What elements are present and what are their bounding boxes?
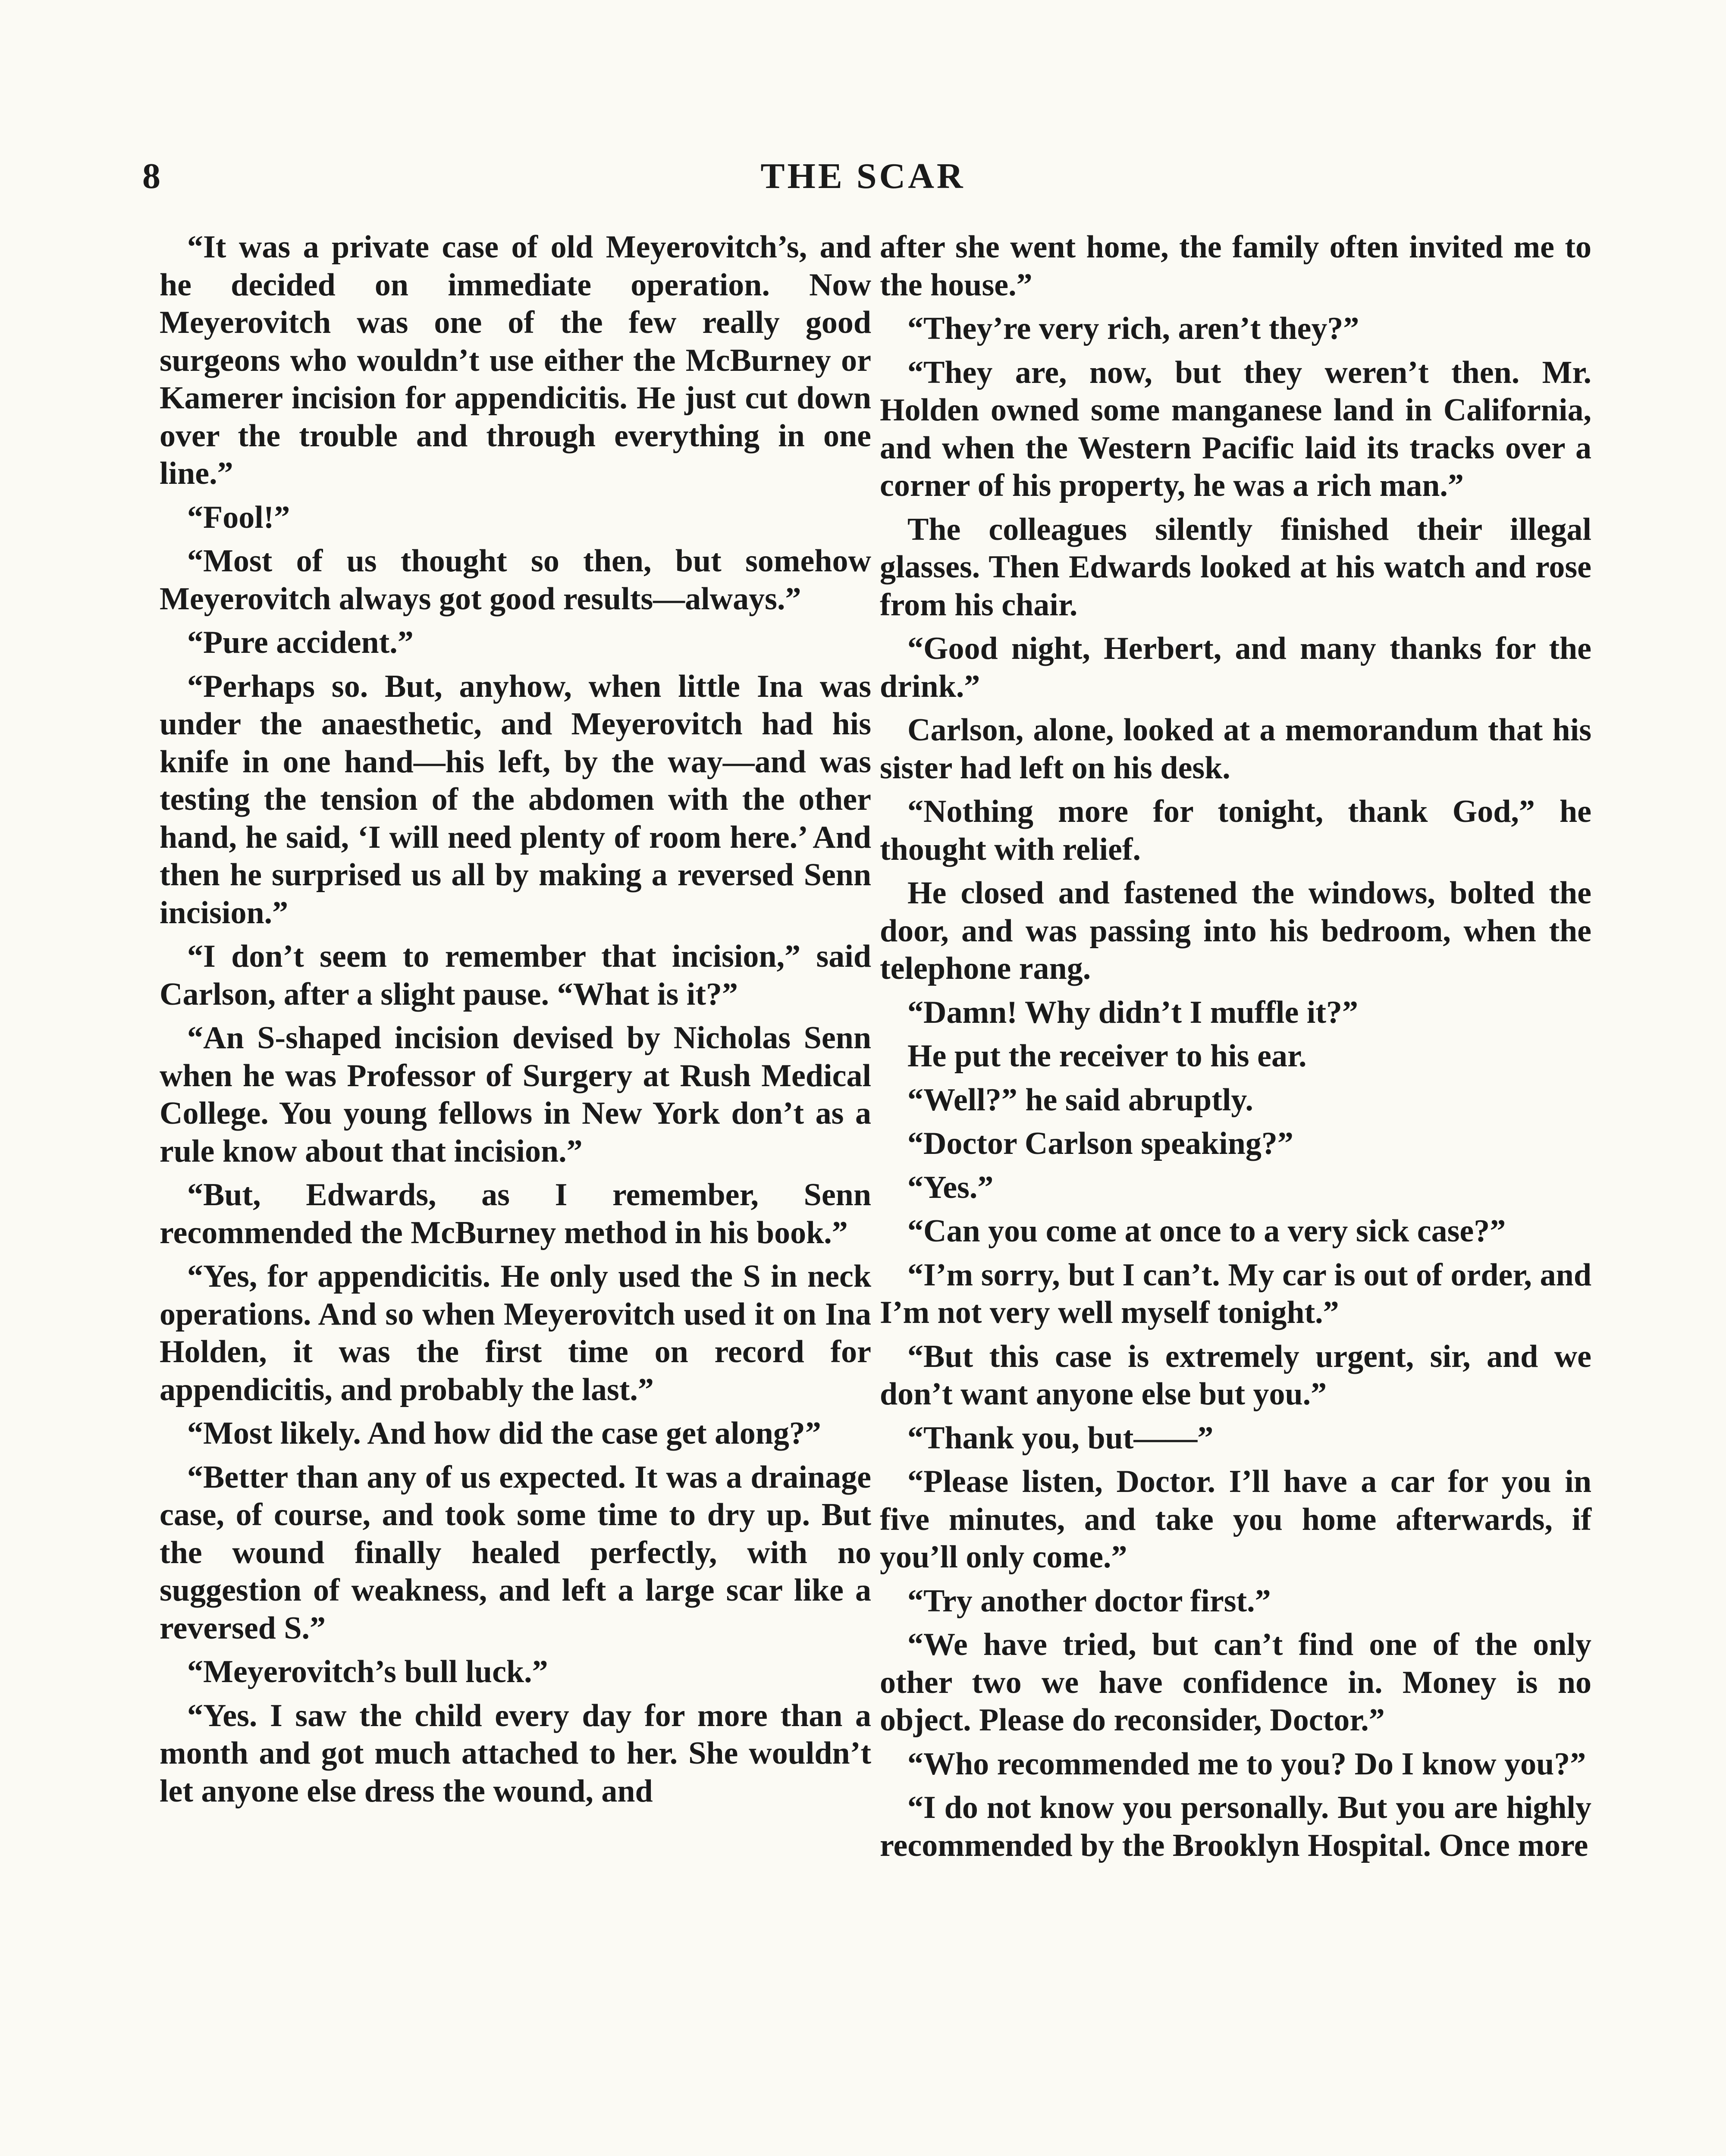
paragraph: “I do not know you personally. But you are highly recommended by the Brooklyn Hospital. Once more [880, 1790, 1591, 1863]
paragraph: “Pure accident.” [187, 625, 414, 660]
paragraph: “Meyerovitch’s bull luck.” [187, 1654, 548, 1689]
paragraph: “Who recommended me to you? Do I know you?” [907, 1746, 1586, 1782]
paragraph: “Yes.” [907, 1169, 994, 1205]
paragraph: “Better than any of us expected. It was a drainage case, of course, and took some time to dry up. But the wound finally healed perfectly, with no suggestion of weakness, and left a large scar like a reversed S.” [160, 1459, 871, 1646]
paragraph: “Well?” he said abruptly. [907, 1082, 1253, 1118]
left-column [160, 229, 871, 1816]
paragraph: “But, Edwards, as I remember, Senn recommended the McBurney method in his book.” [160, 1177, 871, 1250]
paragraph: He put the receiver to his ear. [907, 1038, 1307, 1074]
paragraph: “Good night, Herbert, and many thanks for the drink.” [880, 631, 1591, 704]
paragraph: “They’re very rich, aren’t they?” [907, 311, 1359, 346]
right-column [880, 229, 1591, 1871]
paragraph: “We have tried, but can’t find one of the only other two we have confidence in. Money is no object. Please do reconsider, Doctor.” [880, 1627, 1591, 1738]
paragraph: “Can you come at once to a very sick case?” [907, 1213, 1506, 1249]
paragraph: “Try another doctor first.” [907, 1583, 1271, 1619]
paragraph: “It was a private case of old Meyerovitch’s, and he decided on immediate operation. Now Meyerovitch was one of the few really good surgeons who wouldn’t use either the McBurney or Kamerer incision for appendicitis. He just cut down over the trouble and through everything in one line.” [160, 229, 871, 491]
paragraph: The colleagues silently finished their illegal glasses. Then Edwards looked at his watch and rose from his chair. [880, 511, 1591, 623]
paragraph: “Yes. I saw the child every day for more than a month and got much attached to her. She wouldn’t let anyone else dress the wound, and [160, 1698, 871, 1809]
paragraph: “They are, now, but they weren’t then. Mr. Holden owned some manganese land in California, and when the Western Pacific laid its tracks over a corner of his property, he was a rich man.” [880, 354, 1591, 503]
paragraph: He closed and fastened the windows, bolted the door, and was passing into his bedroom, when the telephone rang. [880, 875, 1591, 986]
paragraph: “I’m sorry, but I can’t. My car is out of order, and I’m not very well myself tonight.” [880, 1257, 1591, 1330]
paragraph: “Doctor Carlson speaking?” [907, 1126, 1293, 1161]
paragraph: “Nothing more for tonight, thank God,” he thought with relief. [880, 794, 1591, 867]
paragraph: “Thank you, but——” [907, 1420, 1214, 1456]
paragraph: “Most of us thought so then, but somehow Meyerovitch always got good results—always.” [160, 543, 871, 617]
paragraph: “Most likely. And how did the case get along?” [187, 1416, 821, 1451]
paragraph: “An S-shaped incision devised by Nicholas Senn when he was Professor of Surgery at Rush Medical College. You young fellows in New York don’t as a rule know about that incision.” [160, 1020, 871, 1169]
paragraph-continued: after she went home, the family often invited me to the house.” [880, 229, 1591, 303]
paragraph: “But this case is extremely urgent, sir, and we don’t want anyone else but you.” [880, 1338, 1591, 1412]
page-number: 8 [142, 156, 160, 196]
running-head: THE SCAR [760, 156, 966, 196]
paragraph: “Damn! Why didn’t I muffle it?” [907, 994, 1358, 1030]
paragraph: “Perhaps so. But, anyhow, when little Ina was under the anaesthetic, and Meyerovitch had his knife in one hand—his left, by the way—and was testing the tension of the abdomen with the other hand, he said, ‘I will need plenty of room here.’ And then he surprised us all by making a reversed Senn incision.” [160, 668, 871, 931]
paragraph: “Fool!” [187, 499, 290, 535]
paragraph: “Yes, for appendicitis. He only used the S in neck operations. And so when Meyerovitch used it on Ina Holden, it was the first time on record for appendicitis, and probably the last.” [160, 1259, 871, 1407]
paragraph: “I don’t seem to remember that incision,” said Carlson, after a slight pause. “What is it?” [160, 939, 871, 1012]
paragraph: “Please listen, Doctor. I’ll have a car for you in five minutes, and take you home afterwards, if you’ll only come.” [880, 1464, 1591, 1575]
paragraph: Carlson, alone, looked at a memorandum that his sister had left on his desk. [880, 712, 1591, 786]
